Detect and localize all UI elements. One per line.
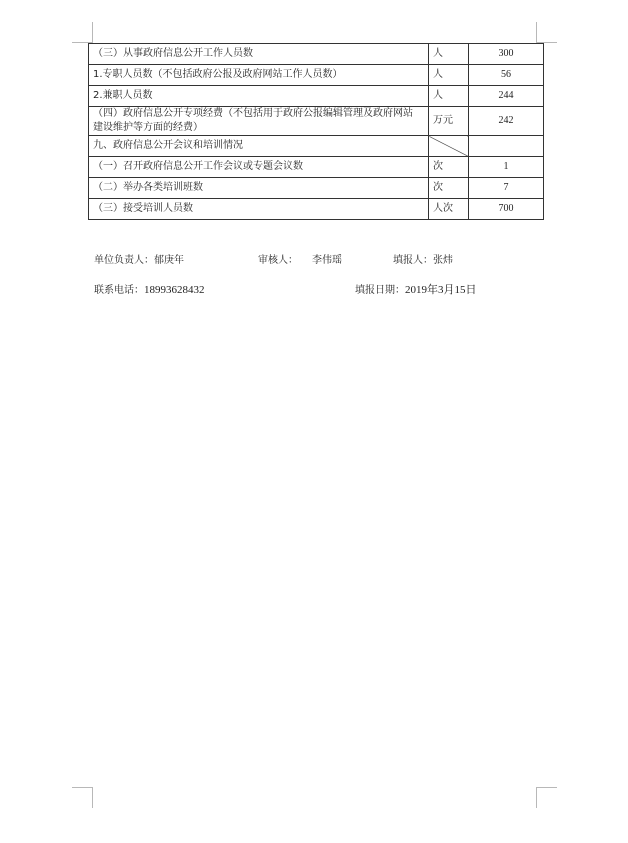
fill-date xyxy=(355,281,477,297)
reviewer-name: 李伟瑶 xyxy=(312,255,342,266)
row-unit: 人次 xyxy=(429,199,469,220)
phone-label: 联系电话： xyxy=(94,285,144,296)
row-unit: 次 xyxy=(429,178,469,199)
crop-mark-top-left xyxy=(72,22,93,43)
filler-name: 张炜 xyxy=(433,255,453,266)
table-row xyxy=(89,199,544,220)
contact-phone xyxy=(94,281,205,296)
date-label: 填报日期： xyxy=(355,285,405,296)
row-label: （三）接受培训人员数 xyxy=(89,199,429,220)
diagonal-cell xyxy=(429,136,469,157)
table-row xyxy=(89,86,544,107)
row-value: 242 xyxy=(469,107,544,136)
row-value xyxy=(469,136,544,157)
crop-mark-bottom-right xyxy=(536,787,557,808)
statistics-table xyxy=(88,43,544,220)
unit-head-name: 郁庚年 xyxy=(154,255,184,266)
table-row xyxy=(89,44,544,65)
row-label: （四）政府信息公开专项经费（不包括用于政府公报编辑管理及政府网站建设维护等方面的经费） xyxy=(89,107,429,136)
unit-head xyxy=(94,251,184,266)
row-unit: 万元 xyxy=(429,107,469,136)
table-row xyxy=(89,65,544,86)
row-unit: 次 xyxy=(429,157,469,178)
row-label: 1.专职人员数（不包括政府公报及政府网站工作人员数） xyxy=(89,65,429,86)
row-value: 1 xyxy=(469,157,544,178)
filler xyxy=(393,251,453,266)
crop-mark-bottom-left xyxy=(72,787,93,808)
row-value: 300 xyxy=(469,44,544,65)
row-unit: 人 xyxy=(429,44,469,65)
table-row xyxy=(89,107,544,136)
row-label: （三）从事政府信息公开工作人员数 xyxy=(89,44,429,65)
row-unit: 人 xyxy=(429,65,469,86)
row-value: 56 xyxy=(469,65,544,86)
table-row xyxy=(89,136,544,157)
row-label: （二）举办各类培训班数 xyxy=(89,178,429,199)
row-unit: 人 xyxy=(429,86,469,107)
row-label: （一）召开政府信息公开工作会议或专题会议数 xyxy=(89,157,429,178)
unit-head-label: 单位负责人： xyxy=(94,255,154,266)
date-value: 2019年3月15日 xyxy=(405,284,477,296)
section-heading: 九、政府信息公开会议和培训情况 xyxy=(89,136,429,157)
table-row xyxy=(89,178,544,199)
table-row xyxy=(89,157,544,178)
reviewer-label: 审核人： xyxy=(258,255,298,266)
row-value: 244 xyxy=(469,86,544,107)
filler-label: 填报人： xyxy=(393,255,433,266)
crop-mark-top-right xyxy=(536,22,557,43)
row-value: 700 xyxy=(469,199,544,220)
row-value: 7 xyxy=(469,178,544,199)
row-label: 2.兼职人员数 xyxy=(89,86,429,107)
reviewer xyxy=(258,251,342,266)
phone-number: 18993628432 xyxy=(144,284,205,296)
